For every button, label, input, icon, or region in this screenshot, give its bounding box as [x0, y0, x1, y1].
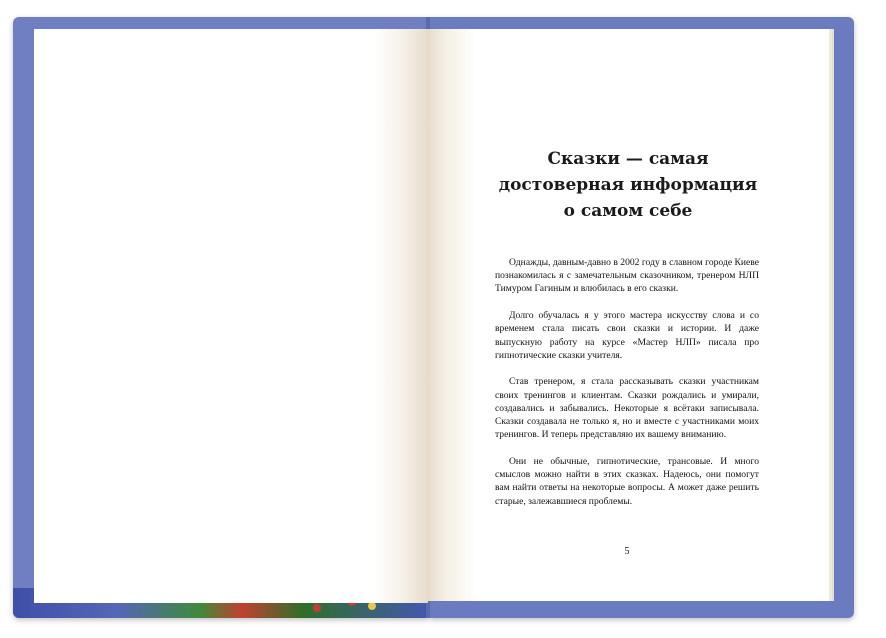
chapter-title-line: о самом себе [563, 201, 693, 221]
chapter-title [470, 146, 786, 224]
paragraph: Они не обычные, гипнотические, трансовые. И много смыслов можно найти в этих сказках. Надеюсь, они помогут вам найти ответы на некоторые вопросы. А может даже решить старые, залежавшиеся проблемы. [495, 455, 759, 507]
left-page-blank [34, 29, 428, 603]
flower-decoration [313, 604, 321, 612]
paragraph: Однажды, давным-давно в 2002 году в славном городе Киеве познакомилась я с замечательным сказочником, тренером НЛП Тимуром Гагиным и влюбилась в его сказки. [495, 257, 759, 295]
page-number: 5 [624, 546, 630, 557]
paragraph: Долго обучалась я у этого мастера искусству слова и со временем стала писать свои сказки и истории. И даже выпускную работу на курсе «Мастер НЛП» писала про гипнотические сказки учителя. [495, 310, 759, 361]
chapter-title-line: достоверная информация [498, 175, 758, 195]
chapter-body [495, 256, 759, 521]
paragraph: Став тренером, я стала рассказывать сказки участникам своих тренингов и клиентам. Сказки рождались и умирали, создавались и забывались. Некоторые я всётаки записывала. Сказки создавала не только я, но и вместе с участниками моих тренингов. И теперь представляю их вашему вниманию. [495, 376, 759, 441]
chapter-title-line: Сказки — самая [547, 149, 709, 169]
flower-decoration [368, 602, 376, 610]
